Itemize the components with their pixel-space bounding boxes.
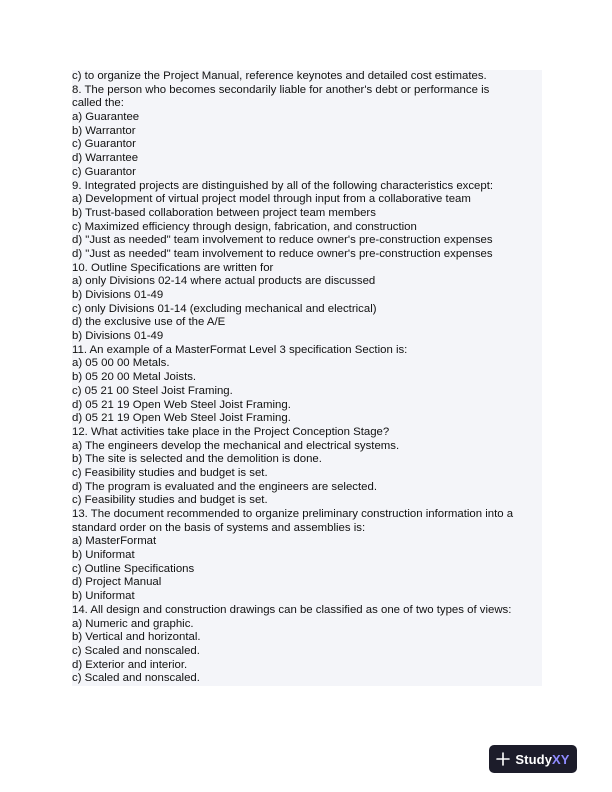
option-line: d) 05 21 19 Open Web Steel Joist Framing. — [72, 398, 291, 411]
option-line: b) 05 20 00 Metal Joists. — [72, 371, 197, 384]
question-12-line: 12. What activities take place in the Project Conception Stage? — [72, 425, 390, 438]
option-line: a) only Divisions 02-14 where actual products are discussed — [72, 275, 376, 288]
answer-line: c) Feasibility studies and budget is set. — [72, 494, 268, 507]
option-line: a) MasterFormat — [72, 535, 157, 548]
question-13-line-1: 13. The document recommended to organize preliminary construction information into a — [72, 508, 514, 520]
option-line: d) "Just as needed" team involvement to reduce owner's pre-construction expenses — [72, 234, 493, 247]
option-line: b) Warrantor — [72, 124, 136, 137]
option-line: a) Development of virtual project model through input from a collaborative team — [72, 193, 471, 206]
option-line: c) only Divisions 01-14 (excluding mechanical and electrical) — [72, 302, 377, 315]
question-9-line: 9. Integrated projects are distinguished by all of the following characteristics except: — [72, 179, 494, 192]
option-line: b) Trust-based collaboration between project team members — [72, 206, 376, 219]
option-line: d) The program is evaluated and the engineers are selected. — [72, 480, 377, 493]
text-line: c) to organize the Project Manual, reference keynotes and detailed cost estimates. — [72, 70, 487, 82]
logo-text-xy: XY — [552, 751, 570, 767]
option-line: d) Exterior and interior. — [72, 658, 188, 671]
question-8-line-1: 8. The person who becomes secondarily liable for another's debt or performance is — [72, 83, 490, 96]
plus-icon — [496, 752, 510, 766]
option-line: b) Uniformat — [72, 549, 135, 562]
document-body — [72, 70, 542, 686]
answer-line: c) Guarantor — [72, 165, 136, 178]
option-line: a) Guarantee — [72, 111, 140, 124]
option-line: d) the exclusive use of the A/E — [72, 316, 226, 329]
option-line: d) Project Manual — [72, 576, 162, 589]
option-line: a) The engineers develop the mechanical and electrical systems. — [72, 439, 400, 452]
option-line: d) Warrantee — [72, 152, 139, 165]
option-line: c) Scaled and nonscaled. — [72, 644, 200, 657]
studyxy-logo-text — [515, 752, 569, 767]
option-line: c) Feasibility studies and budget is set. — [72, 466, 268, 479]
answer-line: b) Uniformat — [72, 590, 135, 603]
answer-line: b) Divisions 01-49 — [72, 330, 164, 343]
option-line: b) Divisions 01-49 — [72, 289, 164, 301]
question-10-line: 10. Outline Specifications are written for — [72, 261, 274, 274]
option-line: b) The site is selected and the demolition is done. — [72, 453, 322, 466]
option-line: a) Numeric and graphic. — [72, 617, 194, 630]
question-13-line-2: standard order on the basis of systems and assemblies is: — [72, 521, 366, 534]
question-11-line: 11. An example of a MasterFormat Level 3 specification Section is: — [72, 343, 408, 356]
answer-line: c) Scaled and nonscaled. — [72, 672, 200, 685]
question-8-line-2: called the: — [72, 97, 124, 110]
option-line: b) Vertical and horizontal. — [72, 631, 201, 644]
logo-text-study: Study — [515, 751, 553, 767]
answer-line: d) "Just as needed" team involvement to reduce owner's pre-construction expenses — [72, 247, 493, 260]
option-line: c) 05 21 00 Steel Joist Framing. — [72, 384, 233, 397]
option-line: c) Maximized efficiency through design, fabrication, and construction — [72, 220, 417, 233]
answer-line: d) 05 21 19 Open Web Steel Joist Framing. — [72, 412, 291, 425]
studyxy-logo-badge[interactable] — [489, 745, 577, 773]
option-line: c) Outline Specifications — [72, 562, 195, 575]
option-line: c) Guarantor — [72, 138, 136, 151]
option-line: a) 05 00 00 Metals. — [72, 357, 170, 370]
question-14-line: 14. All design and construction drawings can be classified as one of two types of views: — [72, 603, 512, 616]
